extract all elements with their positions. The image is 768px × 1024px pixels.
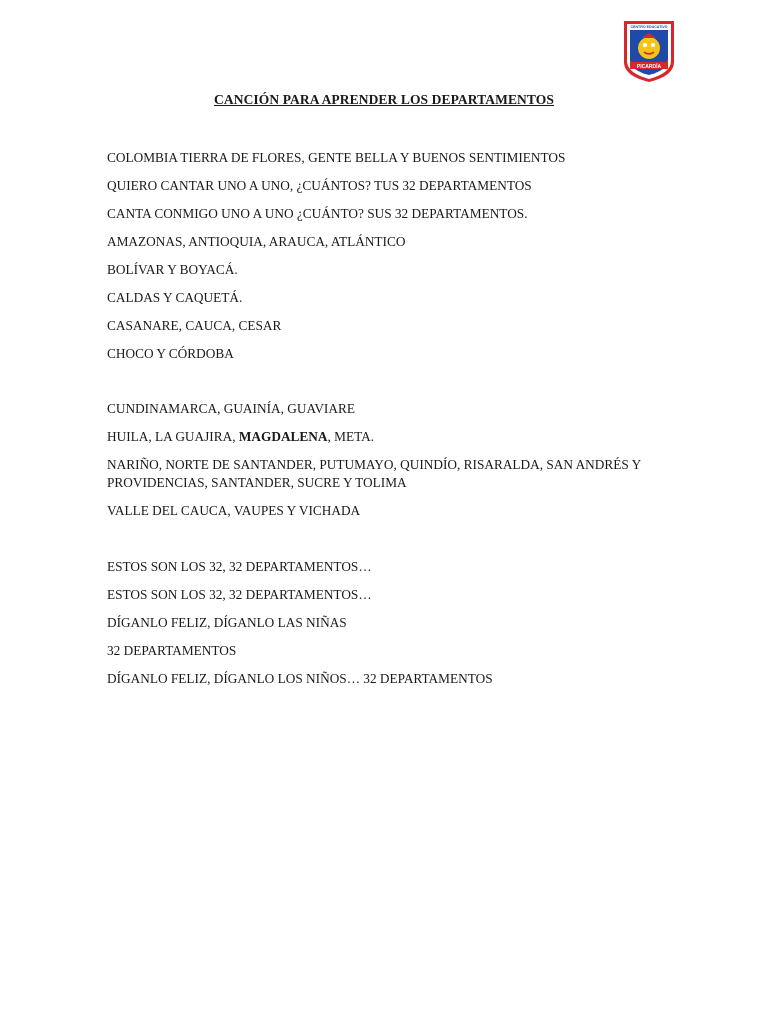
lyric-line-8: CHOCO Y CÓRDOBA (107, 346, 234, 361)
magdalena-bold: MAGDALENA (238, 429, 328, 444)
chorus-line-3: DÍGANLO FELIZ, DÍGANLO LAS NIÑAS (107, 615, 347, 630)
chorus-line-4: 32 DEPARTAMENTOS (107, 643, 237, 658)
lyric-line-9: CUNDINAMARCA, GUAINÍA, GUAVIARE (107, 401, 355, 416)
school-logo (620, 18, 678, 84)
lyric-line-6: CALDAS Y CAQUETÁ. (107, 290, 243, 305)
lyric-line-7: CASANARE, CAUCA, CESAR (107, 318, 282, 333)
lyric-line-3: CANTA CONMIGO UNO A UNO ¿CUÁNTO? SUS 32 DEPARTAMENTOS. (107, 206, 528, 221)
logo-text-top: CENTRO EDUCATIVO (630, 25, 668, 29)
chorus-line-5: DÍGANLO FELIZ, DÍGANLO LOS NIÑOS… 32 DEPARTAMENTOS (107, 671, 493, 686)
huila-text-before: HUILA, LA GUAJIRA, (107, 429, 239, 444)
lyric-line-2: QUIERO CANTAR UNO A UNO, ¿CUÁNTOS? TUS 32 DEPARTAMENTOS (107, 178, 532, 193)
logo-text-bottom-small: INFANTIL (642, 71, 656, 75)
lyric-line-huila (107, 428, 667, 446)
lyric-line-10: NARIÑO, NORTE DE SANTANDER, PUTUMAYO, QUINDÍO, RISARALDA, SAN ANDRÉS Y PROVIDENCIAS, SANTANDER, SUCRE Y TOLIMA (107, 457, 641, 490)
lyric-line-11: VALLE DEL CAUCA, VAUPES Y VICHADA (107, 503, 361, 518)
lyric-line-5: BOLÍVAR Y BOYACÁ. (107, 262, 238, 277)
huila-text-after: , META. (327, 429, 375, 444)
chorus-line-1: ESTOS SON LOS 32, 32 DEPARTAMENTOS… (107, 559, 372, 574)
chorus-line-2: ESTOS SON LOS 32, 32 DEPARTAMENTOS… (107, 587, 372, 602)
logo-text-bottom: PICARDÍA (636, 63, 662, 70)
lyric-line-1: COLOMBIA TIERRA DE FLORES, GENTE BELLA Y BUENOS SENTIMIENTOS (107, 150, 566, 165)
document-title: CANCIÓN PARA APRENDER LOS DEPARTAMENTOS (214, 92, 554, 107)
lyric-line-4: AMAZONAS, ANTIOQUIA, ARAUCA, ATLÁNTICO (107, 234, 406, 249)
